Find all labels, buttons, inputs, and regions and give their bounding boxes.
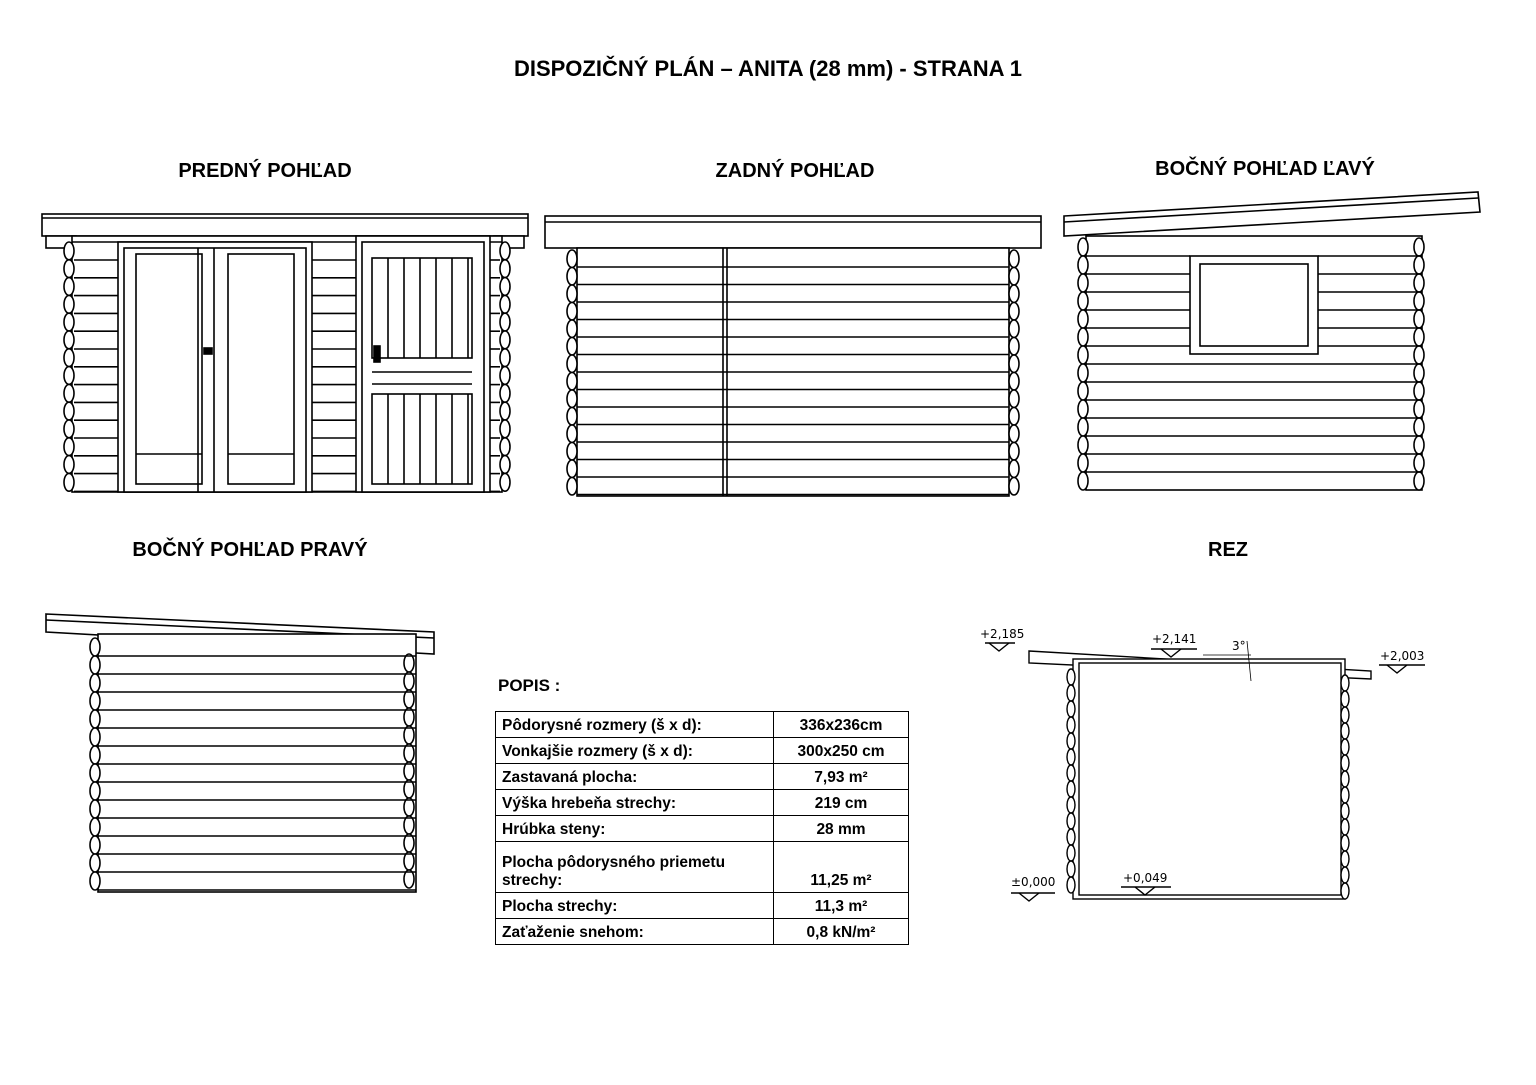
log-end — [64, 313, 74, 331]
log-end — [90, 872, 100, 890]
log-end — [64, 402, 74, 420]
log-end — [64, 349, 74, 367]
log-end — [1414, 382, 1424, 400]
spec-label: Plocha pôdorysného priemetu strechy: — [496, 842, 774, 893]
log-end — [500, 349, 510, 367]
log-end — [1067, 669, 1075, 685]
spec-row — [496, 842, 909, 893]
log-end — [1341, 771, 1349, 787]
log-end — [64, 295, 74, 313]
log-end — [1009, 303, 1019, 321]
log-end — [1009, 373, 1019, 391]
log-end — [1009, 320, 1019, 338]
log-end — [90, 710, 100, 728]
log-end — [1067, 749, 1075, 765]
elevation-base-left: ±0,000 — [1011, 875, 1056, 889]
spec-row — [496, 790, 909, 816]
log-end — [1078, 292, 1088, 310]
log-end — [1414, 256, 1424, 274]
spec-row — [496, 893, 909, 919]
log-end — [1341, 803, 1349, 819]
right-view-drawing — [42, 610, 440, 896]
log-end — [1009, 460, 1019, 478]
left-view-drawing — [1060, 188, 1486, 494]
log-end — [1078, 256, 1088, 274]
log-end — [1414, 274, 1424, 292]
log-end — [1067, 765, 1075, 781]
spec-row — [496, 919, 909, 945]
log-end — [1078, 454, 1088, 472]
back-view-label: ZADNÝ POHĽAD — [715, 160, 875, 182]
log-end — [1341, 867, 1349, 883]
spec-label: Zaťaženie snehom: — [496, 919, 774, 945]
log-end — [90, 818, 100, 836]
log-end — [64, 278, 74, 296]
log-end — [1414, 454, 1424, 472]
log-end — [1078, 238, 1088, 256]
spec-label: Vonkajšie rozmery (š x d): — [496, 738, 774, 764]
back-view-drawing — [543, 210, 1045, 502]
spec-table — [495, 711, 909, 945]
log-end — [500, 438, 510, 456]
spec-row — [496, 712, 909, 738]
log-end — [567, 373, 577, 391]
log-end — [90, 638, 100, 656]
log-end — [1414, 436, 1424, 454]
log-end — [64, 384, 74, 402]
log-end — [500, 295, 510, 313]
log-end — [567, 478, 577, 496]
log-end — [567, 425, 577, 443]
spec-value: 11,3 m² — [774, 893, 909, 919]
log-end — [90, 782, 100, 800]
log-end — [567, 250, 577, 268]
log-end — [1414, 310, 1424, 328]
spec-value: 28 mm — [774, 816, 909, 842]
right-view-label: BOČNÝ POHĽAD PRAVÝ — [132, 539, 368, 561]
log-end — [1009, 425, 1019, 443]
log-end — [1067, 797, 1075, 813]
log-end — [567, 338, 577, 356]
log-end — [1067, 845, 1075, 861]
elevation-top-right: +2,003 — [1380, 649, 1425, 663]
log-end — [1414, 346, 1424, 364]
elevation-top-left: +2,185 — [980, 627, 1025, 641]
log-end — [64, 456, 74, 474]
spec-value: 7,93 m² — [774, 764, 909, 790]
log-end — [1067, 733, 1075, 749]
log-end — [1341, 739, 1349, 755]
log-end — [567, 285, 577, 303]
front-view-drawing — [38, 208, 532, 500]
spec-label: Hrúbka steny: — [496, 816, 774, 842]
log-end — [1067, 781, 1075, 797]
log-end — [1341, 755, 1349, 771]
log-end — [1341, 787, 1349, 803]
front-view-label: PREDNÝ POHĽAD — [178, 160, 352, 182]
elevation-top-mid: +2,141 — [1152, 632, 1197, 646]
log-end — [1009, 443, 1019, 461]
log-end — [1078, 400, 1088, 418]
log-end — [1009, 408, 1019, 426]
log-end — [1067, 717, 1075, 733]
popis-label: POPIS : — [498, 676, 561, 695]
log-end — [1067, 877, 1075, 893]
log-end — [1414, 418, 1424, 436]
log-end — [500, 473, 510, 491]
log-end — [64, 438, 74, 456]
log-end — [1078, 346, 1088, 364]
log-end — [90, 728, 100, 746]
spec-row — [496, 738, 909, 764]
spec-label: Pôdorysné rozmery (š x d): — [496, 712, 774, 738]
log-end — [1009, 355, 1019, 373]
log-end — [500, 242, 510, 260]
roof-slope-angle: 3° — [1232, 639, 1246, 653]
log-end — [1341, 851, 1349, 867]
log-end — [1341, 691, 1349, 707]
log-end — [567, 443, 577, 461]
spec-row — [496, 764, 909, 790]
log-end — [1078, 274, 1088, 292]
log-end — [567, 268, 577, 286]
log-end — [500, 278, 510, 296]
log-end — [1078, 436, 1088, 454]
log-end — [90, 764, 100, 782]
log-end — [1009, 478, 1019, 496]
section-drawing — [975, 625, 1435, 910]
log-end — [1009, 268, 1019, 286]
log-end — [64, 367, 74, 385]
log-end — [90, 746, 100, 764]
log-end — [90, 854, 100, 872]
log-end — [1078, 310, 1088, 328]
elevation-base-mid: +0,049 — [1123, 871, 1168, 885]
log-end — [90, 692, 100, 710]
spec-label: Zastavaná plocha: — [496, 764, 774, 790]
log-end — [500, 367, 510, 385]
log-end — [1067, 701, 1075, 717]
log-end — [90, 800, 100, 818]
section-view-label: REZ — [1208, 539, 1248, 561]
log-end — [567, 390, 577, 408]
log-end — [500, 384, 510, 402]
log-end — [1078, 328, 1088, 346]
log-end — [1414, 328, 1424, 346]
log-end — [1341, 675, 1349, 691]
log-end — [1078, 418, 1088, 436]
spec-row — [496, 816, 909, 842]
log-end — [1341, 819, 1349, 835]
log-end — [500, 402, 510, 420]
log-end — [1414, 292, 1424, 310]
spec-label: Výška hrebeňa strechy: — [496, 790, 774, 816]
page-title: DISPOZIČNÝ PLÁN – ANITA (28 mm) - STRANA 1 — [513, 56, 1023, 81]
log-end — [500, 260, 510, 278]
log-end — [1067, 829, 1075, 845]
log-end — [90, 656, 100, 674]
log-end — [1341, 723, 1349, 739]
log-end — [1078, 472, 1088, 490]
log-end — [1414, 472, 1424, 490]
log-end — [1067, 813, 1075, 829]
log-end — [1414, 364, 1424, 382]
log-end — [1414, 238, 1424, 256]
log-end — [1341, 835, 1349, 851]
spec-label: Plocha strechy: — [496, 893, 774, 919]
left-view-label: BOČNÝ POHĽAD ĽAVÝ — [1155, 158, 1375, 180]
log-end — [1009, 338, 1019, 356]
log-end — [500, 456, 510, 474]
log-end — [64, 242, 74, 260]
log-end — [64, 260, 74, 278]
log-end — [1067, 861, 1075, 877]
spec-value: 336x236cm — [774, 712, 909, 738]
spec-value: 0,8 kN/m² — [774, 919, 909, 945]
log-end — [64, 331, 74, 349]
log-end — [1078, 364, 1088, 382]
log-end — [1341, 883, 1349, 899]
log-end — [1414, 400, 1424, 418]
log-end — [64, 473, 74, 491]
log-end — [90, 836, 100, 854]
log-end — [1009, 390, 1019, 408]
log-end — [90, 674, 100, 692]
log-end — [567, 303, 577, 321]
log-end — [1009, 285, 1019, 303]
log-end — [1078, 382, 1088, 400]
log-end — [500, 420, 510, 438]
log-end — [64, 420, 74, 438]
log-end — [567, 355, 577, 373]
log-end — [1341, 707, 1349, 723]
log-end — [1009, 250, 1019, 268]
spec-value: 219 cm — [774, 790, 909, 816]
log-end — [567, 408, 577, 426]
log-end — [567, 460, 577, 478]
log-end — [500, 331, 510, 349]
spec-value: 300x250 cm — [774, 738, 909, 764]
log-end — [567, 320, 577, 338]
log-end — [1067, 685, 1075, 701]
spec-value: 11,25 m² — [774, 842, 909, 893]
log-end — [500, 313, 510, 331]
